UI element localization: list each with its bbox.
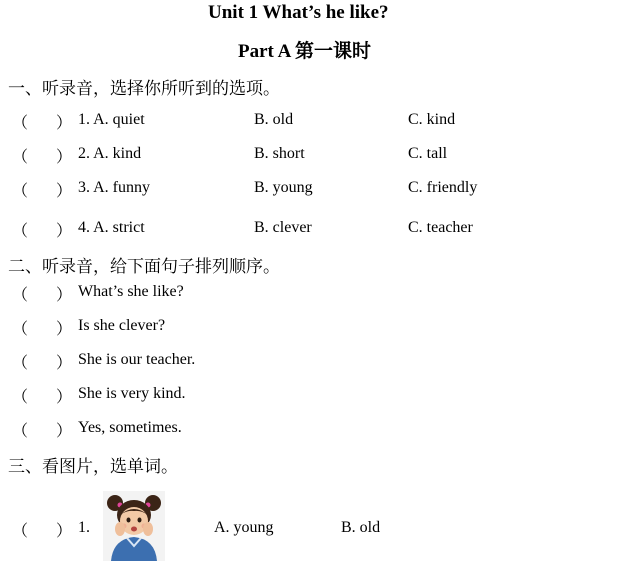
section3-heading: 三、看图片，选单词。 bbox=[8, 457, 178, 476]
answer-paren-open[interactable]: （ bbox=[12, 423, 29, 440]
answer-paren-close: ） bbox=[56, 115, 73, 132]
answer-paren-close: ） bbox=[56, 149, 73, 166]
answer-paren-close: ） bbox=[56, 223, 73, 240]
answer-paren-open[interactable]: （ bbox=[12, 287, 29, 304]
answer-paren-close: ） bbox=[56, 321, 73, 338]
sentence-text: Yes, sometimes. bbox=[78, 419, 182, 436]
girl-picture bbox=[103, 491, 165, 561]
option-b: B. short bbox=[254, 145, 305, 162]
answer-paren-open[interactable]: （ bbox=[12, 321, 29, 338]
answer-paren-open[interactable]: （ bbox=[12, 115, 29, 132]
option-a: A. young bbox=[214, 519, 274, 536]
sentence-text: What’s she like? bbox=[78, 283, 184, 300]
part-title: Part A 第一课时 bbox=[238, 41, 371, 62]
answer-paren-open[interactable]: （ bbox=[12, 355, 29, 372]
sentence-text: Is she clever? bbox=[78, 317, 166, 334]
sentence-text: She is our teacher. bbox=[78, 351, 196, 368]
option-c: C. teacher bbox=[408, 219, 473, 236]
answer-paren-close: ） bbox=[56, 423, 73, 440]
answer-paren-close: ） bbox=[56, 355, 73, 372]
option-b: B. clever bbox=[254, 219, 312, 236]
answer-paren-open[interactable]: （ bbox=[12, 523, 29, 540]
option-a: 1. A. quiet bbox=[78, 111, 145, 128]
option-c: C. friendly bbox=[408, 179, 478, 196]
section1-heading: 一、听录音，选择你所听到的选项。 bbox=[8, 79, 280, 98]
option-c: C. kind bbox=[408, 111, 456, 128]
answer-paren-close: ） bbox=[56, 183, 73, 200]
unit-title: Unit 1 What’s he like? bbox=[208, 2, 389, 23]
item-number: 1. bbox=[78, 519, 90, 536]
option-b: B. old bbox=[341, 519, 381, 536]
option-b: B. old bbox=[254, 111, 294, 128]
answer-paren-close: ） bbox=[56, 523, 73, 540]
option-a: 3. A. funny bbox=[78, 179, 150, 196]
answer-paren-open[interactable]: （ bbox=[12, 389, 29, 406]
section2-heading: 二、听录音，给下面句子排列顺序。 bbox=[8, 257, 280, 276]
answer-paren-close: ） bbox=[56, 389, 73, 406]
sentence-text: She is very kind. bbox=[78, 385, 186, 402]
option-a: 2. A. kind bbox=[78, 145, 142, 162]
option-a: 4. A. strict bbox=[78, 219, 145, 236]
answer-paren-close: ） bbox=[56, 287, 73, 304]
answer-paren-open[interactable]: （ bbox=[12, 183, 29, 200]
answer-paren-open[interactable]: （ bbox=[12, 223, 29, 240]
option-c: C. tall bbox=[408, 145, 448, 162]
answer-paren-open[interactable]: （ bbox=[12, 149, 29, 166]
option-b: B. young bbox=[254, 179, 313, 196]
